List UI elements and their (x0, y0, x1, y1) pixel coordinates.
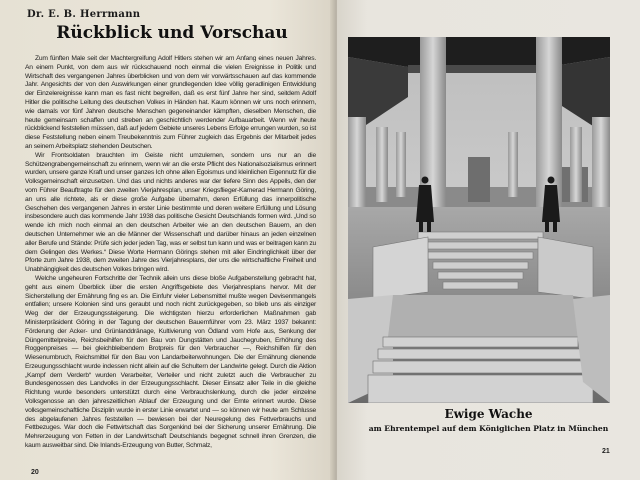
paragraph: Zum fünften Male seit der Machtergreifung Adolf Hitlers stehen wir am Anfang eines neuen Jahres. An einem Punkt, von dem aus wir rückschauend noch einmal die vielen Ereignisse in Politik und Wirtschaft des vergangenen Jahres überblicken und von dem wir vorwärtsschauen auf das kommende Jahr. Angesichts der von den Auswirkungen einer grundlegenden Idee völlig geradlinigen Entwicklung der Einzelereignisse kann man es fast nicht begreifen, daß es erst fünf Jahre her sind, seitdem Adolf Hitler die politische Leitung des deutschen Volkes in Händen hat. Kaum können wir uns noch erinnern, wie damals vor fünf Jahren deutsche Menschen gegeneinander kämpften, dieselben Menschen, die heute gemeinsam schaffen und streben an geschichtlich werdender Aufbauarbeit. Wenn wir heute rückblickend feststellen müssen, daß auf jedem Gebiete unseres Lebens Erfolge errungen wurden, so ist diese Feststellung neben einem Treubekenntnis zum Führer zugleich das Ergebnis der Mitarbeit jedes an seinem Arbeitsplatz stehenden Deutschen. (25, 55, 316, 150)
paragraph: Wir Frontsoldaten brauchten im Geiste nicht umzulernen, sondern uns nur an die Schützengrabengemeinschaft zu erinnern, wenn wir an die erste Pflicht des Nationalsozialismus erinnert wurden, unsere ganze Kraft und unser ganzes Ich ohne allen Egoismus und kleinlichen Eigennutz für die Volksgemeinschaft einzusetzen. Und das und nichts anderes war der tiefere Sinn des Appells, den der vom Führer Beauftragte für den zweiten Vierjahresplan, unser Kriegsflieger-Kamerad Hermann Göring, an uns alle richtete, als er diese große Aufgabe übernahm, deren Erfüllung das innerpolitische Geschehen des vergangenen Jahres in erster Linie bestimmte und deren weitere Erfüllung und Lösung insbesondere auch das kommende Jahr 1938 das politische Gesicht Deutschlands formen wird. „Und so wende ich mich noch einmal an den deutschen Arbeiter wie an den deutschen Bauern, an den deutschen Unternehmer wie an die Männer der Wissenschaft und darüber hinaus an jeden einzelnen aller Berufe und Stände: Prüfe sich jeder jeden Tag, was er selbst tun kann und was er beitragen kann zu dem Gelingen des Werkes.“ Diese Worte Hermann Görings stehen mit aller Eindringlichkeit über der Pforte zum Jahre 1938, dem zweiten Jahre des Vierjahresplans, der uns die wirtschaftliche Freiheit und Unabhängigkeit des deutschen Volkes bringen wird. (25, 151, 316, 274)
right-page (337, 0, 640, 480)
page-number: 21 (602, 448, 610, 455)
page-number: 20 (31, 469, 39, 476)
photo-caption-subtitle: am Ehrentempel auf dem Königlichen Platz in München (368, 424, 609, 433)
article-body (25, 55, 316, 451)
paragraph: Welche ungeheuren Fortschritte der Technik allein uns diese bloße Aufgabenstellung gebracht hat, geht aus einem Überblick über die ersten Angriffsgebiete des Vierjahresplans hervor. Mit der Sicherstellung der Ernährung fing es an. Die Einfuhr vieler Lebensmittel mußte wegen Devisenmangels entfallen; unsere Kolonien sind uns geraubt und noch nicht zurückgegeben, so blieb uns als einziger Weg der der Erzeugungssteigerung. Die wichtigsten hierzu erforderlichen Maßnahmen gab Ministerpräsident Göring in der Tagung der deutschen Bauernführer vom 23. März 1937 bekannt: Förderung der Acker- und Grünlanddränage, Kultivierung von Ödland vom Hofe aus, Senkung der Düngemittelpreise, Reichsbeihilfen für den Bau von Dungstätten und Jauchegruben, Erhöhung des Roggenpreises — bei gleichbleibendem Brotpreis für den Verbraucher —, Reichshilfen für den Wiesenumbruch, Reichsmittel für den Bau von Landarbeiterwohnungen. Die der Ernährung dienende Erzeugungsschlacht wurde indessen nicht allein auf die Schultern der Landwirte gelegt. Durch die Aktion „Kampf dem Verderb“ wurden Verarbeiter, Verteiler und nicht zuletzt auch die Verbraucher zu Bundesgenossen des Landvolks in der Erzeugungsschlacht. Dieser Einsatz aller Teile in die gleiche Richtung wurde besonders unterstützt durch eine Verbrauchslenkung, durch die jeder einzelne Volksgenosse an den jahreszeitlichen Ablauf der Erzeugung und der Ernte erinnert wurde. Diese volksgemeinschaftliche Disziplin wurde in erster Linie erwartet und — so können wir heute am Schlusse des abgelaufenen Jahres feststellen — bewiesen bei der Neuregelung des Fettverbrauchs und Fettbezuges. War doch die Fettwirtschaft das Sorgenkind bei der Sicherung unserer Ernährung. Die Mehrerzeugung von Fetten in der Landwirtschaft Deutschlands begegnet schnell ihren Grenzen, die kaum ausweitbar sind. Die Inlands-Erzeugung von Butter, Schmalz, (25, 274, 316, 450)
article-title: Rückblick und Vorschau (56, 23, 288, 43)
photo-caption-title: Ewige Wache (444, 407, 533, 421)
photo-ehrentempel-guards-icon (348, 37, 610, 403)
author: Dr. E. B. Herrmann (27, 9, 141, 20)
